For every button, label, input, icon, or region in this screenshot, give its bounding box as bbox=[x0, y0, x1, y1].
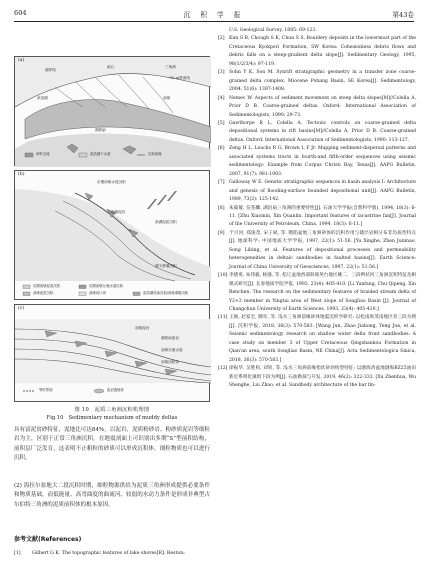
panel-a-tag-5: 前缘 bbox=[163, 96, 171, 100]
reference-number: [3] bbox=[218, 70, 225, 76]
panel-b-tag-1: 后期前缘水道沉积 bbox=[97, 180, 126, 184]
reference-number: [12] bbox=[218, 366, 228, 372]
panel-b-legend-3: 后期前缘分流水道沉积 bbox=[89, 284, 123, 288]
reference-text: Kim S B, Chough S K, Chun S S. Bouldery deposits in the lowermost part of the Cretaceous Kyokpori Formation, SW Korea: Cohesionless debris flows and debris falls on a steep-gradient delta slope[J]. Sedimentary Geology, 1995, 98(1/2/3/4): 97-119. bbox=[229, 36, 416, 67]
figure-panel-a bbox=[14, 56, 210, 166]
reference-text: 徐振华, 吴胜和, 刘钊, 等. 浅水三角洲前缘指状砂坝构型特征: 以渤海湾盆地渤海BZ25油田新近系明化镇组下段为例[J]. 石油勘探与开发, 2019, 46(2): 322-333. [Xu Zhenhua, Wu Shenghe, Liu Zhao, et al. Sandbody architecture of the bar fin- bbox=[229, 366, 416, 389]
volume-label: 第43卷 bbox=[392, 11, 414, 19]
panel-b-tag-2: 前缘泥岩 bbox=[111, 210, 126, 214]
panel-a-legend-2: 泥质湖下水道 bbox=[90, 152, 111, 156]
panel-b-legend-2: 前缘泥质沉积 bbox=[33, 291, 54, 295]
panel-c-label: (c) bbox=[18, 306, 25, 311]
reference-item-8 bbox=[218, 205, 416, 230]
reference-text: 王俊, 赵家宏, 腾军, 等. 浅水三角洲前缘砂体地震沉积学研究: 以松南斑茂南地区青三段为例[J]. 沉积学报, 2018, 36(3): 570-583. [Wang Jun, Zhao Jiahong, Teng Jun, et al. Seismic sedimentology research on shallow water delta front sandbodies: A case study on member 3 of Upper Cretaceous Qingshankou Formation in Qian'an area, south Songliao Basin, NE China[J]. Acta Sedimentologica Sinica, 2018, 36(3): 570-583.] bbox=[229, 315, 416, 363]
reference-text: Zeng H L, Loucks R G, Brown L F Jr. Mapping sediment-dispersal patterns and associated systems tracts in fourth-and fifth-order sequences using seismic sedimentology: Example from Corpus Christi Bay, Texas[J]. AAPG Bulletin, 2007, 91(7): 981-1003. bbox=[229, 146, 416, 177]
figure-10 bbox=[14, 56, 210, 404]
panel-b-legend-1: 后期前缘泥质沉积 bbox=[33, 284, 61, 288]
reference-item-9 bbox=[218, 230, 416, 272]
panel-c-tag-3: 前缘分流水道 bbox=[161, 348, 183, 352]
reference-item-3 bbox=[218, 69, 416, 94]
panel-b-label: (b) bbox=[18, 172, 25, 177]
panel-b-tag-3: 滨湖泥质沉积 bbox=[155, 220, 177, 224]
references-heading: 参考文献(References) bbox=[14, 536, 82, 543]
reference-text: Gawthorpe R L, Colella A. Tectonic controls on coarse-grained delta depositional systems in rift basins[M]//Colella A, Prior D B. Coarse-grained deltas. Oxford: International Association of Sedimentologists, 1990: 113-127. bbox=[229, 120, 416, 143]
panel-a-label: (a) bbox=[18, 58, 25, 63]
panel-a-tag-7: ~10 m等深线 bbox=[167, 76, 190, 80]
body-paragraph-2: (2) 海拉尔盆地大二段沉积时期，细粒物源供给为泥质三角洲形成提供必要条件和物质基础，而低能量、高弯曲度的曲流河、较弱的水动力条件是形成非典型古尔伯特三角洲的泥质前积体的根本原因。 bbox=[14, 483, 210, 508]
body-paragraph-1: 具有富泥贫砂特征，泥地比可达84%，以泥岩、泥质粉砂岩、粉砂质泥岩等细粒岩为主，区别于正常三角洲沉积。在地震剖面上可识别出多期“S”型前积结构，前积层厂泛发育，这表明不止粗粒的砂质可以形成沉积体，细粒物质也可以进行沉积。 bbox=[14, 427, 210, 462]
journal-title: 沉 积 学 报 bbox=[183, 11, 245, 19]
panel-b-legend-4: 前缘河口坝 bbox=[89, 291, 106, 295]
panel-c-legend-2: 泥岩透镜体 bbox=[107, 388, 124, 392]
reference-text: 李德勇, 朱伟毅, 杨强, 等. 松辽盆地西部斜坡英台地区姚二、三段辫状河三角洲沉积特征及相模式研究[J]. 长春地质学院学报, 1993, 23(4): 405-410. [Li Yanfang, Chu Qipeng, Xin Renchen. The research on the sedimentary features of braided stream delta of Y2+3 member in Yingtai area of West slope of Songliao Basin [J]. Journal of Changchun University of Earth Sciences, 1993, 23(4): 405-410.] bbox=[229, 273, 416, 312]
references-list bbox=[218, 27, 416, 390]
reference-item-12 bbox=[218, 365, 416, 390]
reference-item-continued bbox=[218, 27, 416, 35]
reference-number: [8] bbox=[218, 205, 225, 211]
reference-item-11 bbox=[218, 314, 416, 365]
reference-item-7 bbox=[218, 179, 416, 204]
reference-text: 于兴河, 郑浚茂, 宋子斌, 等. 断陷盆地三角洲砂体的沉积作用与储层岩相分布非均质性特点[J]. 地球科学: 中国地质大学学报, 1997, 22(1): 51-56. [Yu Xinghe, Zhen Junmao, Song Libing, et al. Features of depositional processes and permeability heterogeneities in deltaic sandbodies in faulted basins[J]. Earth Science: Journal of China University of Geosciences, 1997, 22(1): 51-56.] bbox=[229, 230, 416, 270]
panel-a-legend-1: 砂岭支流 bbox=[36, 152, 50, 156]
panel-b-legend-5: 泥质湖底扇沉积/前缘滑塌沉积 bbox=[143, 291, 189, 295]
panel-a-illustration bbox=[15, 57, 211, 167]
panel-a-tag-2: 砾石 bbox=[107, 65, 115, 69]
figure-panel-c bbox=[14, 304, 210, 402]
reference-text: Nemec W. Aspects of sediment movement on steep delta slopes[M]//Colella A, Prior D B. Coarse-grained deltas. Oxford: International Association of Sedimentologists, 1990: 29-73. bbox=[229, 95, 416, 118]
panel-a-tag-4: 滨浅湖 bbox=[37, 96, 48, 100]
panel-c-tag-1: 前缘泥岩 bbox=[135, 326, 150, 330]
panel-c-tag-4: 前缘浊积体 bbox=[161, 360, 179, 364]
reference-text: U.S. Geological Survey, 1885: 69-123. bbox=[229, 28, 317, 33]
reference-number: [6] bbox=[218, 146, 225, 152]
figure-panel-b bbox=[14, 170, 210, 300]
reference-number: [11] bbox=[218, 315, 228, 321]
panel-b-tag-4: 湖下滑塌沉积 bbox=[155, 264, 177, 268]
figure-caption-en: Fig.10 Sedimentary mechanism of muddy deltas bbox=[46, 415, 178, 421]
reference-item-1 bbox=[14, 550, 210, 559]
reference-number: [1] bbox=[14, 551, 21, 556]
reference-number: [10] bbox=[218, 273, 228, 279]
reference-item-2 bbox=[218, 35, 416, 69]
reference-item-5 bbox=[218, 120, 416, 145]
reference-text: Gilbert G K. The topographic features of lake shores[R]. Reston: bbox=[32, 551, 185, 556]
panel-a-legend-3: 沉积前缘 bbox=[148, 152, 162, 156]
figure-caption-cn: 图 10 泥质三角洲沉积机理图 bbox=[74, 407, 150, 413]
reference-text: Sohn Y K, Son M. Synrift stratigraphic geometry in a transfer zone coarse-grained delta complex, Miocene Pohang Basin, SE Korea[J]. Sedimentology, 2004, 51(6): 1387-1408. bbox=[229, 70, 416, 93]
reference-number: [2] bbox=[218, 36, 225, 42]
running-header bbox=[14, 8, 414, 22]
panel-c-tag-2: 湖底扇泥岩 bbox=[161, 336, 179, 340]
panel-a-tag-3: 三角洲 bbox=[165, 65, 176, 69]
reference-number: [9] bbox=[218, 230, 225, 236]
panel-b-illustration bbox=[15, 171, 211, 301]
reference-number: [7] bbox=[218, 180, 225, 186]
reference-text: Galloway W E. Genetic stratigraphic sequences in basin analysis I: Architecture and genesis of flooding-surface bounded depositional unit[J]. AAPG Bulletin, 1989, 73(2): 125-142. bbox=[229, 180, 416, 203]
reference-item-10 bbox=[218, 272, 416, 314]
reference-text: 朱筱敏, 信荃麟. 湖泊扇三角洲的重要特性[J]. 石油大学学报(自然科学版), 1994, 18(3): 6-11. [Zhu Xiaomin, Xin Quanlin. Important features of lacustrine fan[J]. Journal of the University of Petroleum, China, 1994, 18(3): 6-11.] bbox=[229, 205, 416, 228]
reference-number: [5] bbox=[218, 120, 225, 126]
reference-item-4 bbox=[218, 95, 416, 120]
reference-item-6 bbox=[218, 145, 416, 179]
panel-a-tag-6: 湖底扇 bbox=[95, 128, 106, 132]
page-number: 604 bbox=[14, 9, 27, 17]
panel-a-tag-1: 湖岸线 bbox=[45, 68, 56, 72]
reference-number: [4] bbox=[218, 95, 225, 101]
panel-c-legend-1: 等时界面 bbox=[39, 388, 53, 392]
